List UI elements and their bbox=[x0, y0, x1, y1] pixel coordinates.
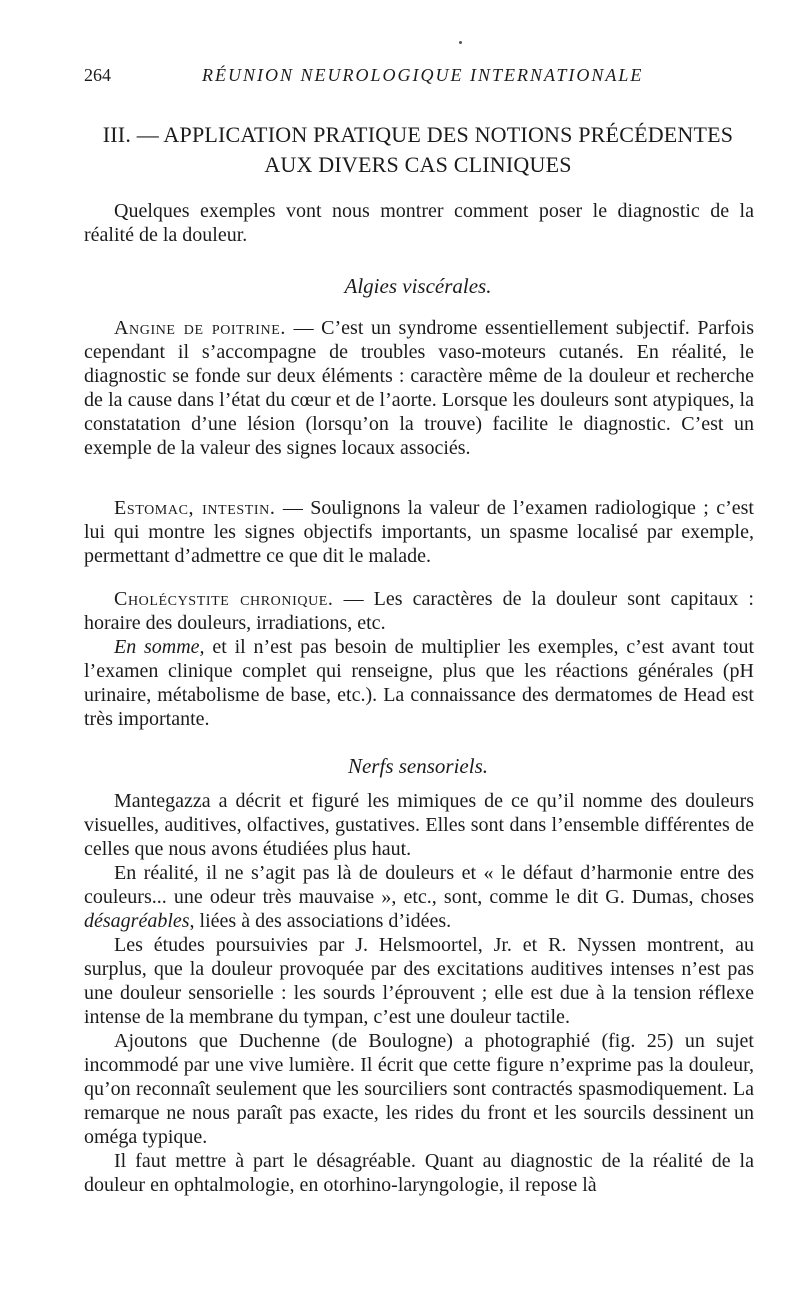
nerfs-block bbox=[84, 789, 754, 1197]
subheading-algies-viscerales: Algies viscérales. bbox=[344, 274, 492, 298]
angine-label: Angine de poitrine. bbox=[114, 317, 286, 339]
cholecystite-text: — Les caractères de la douleur sont capitaux : horaire des douleurs, irradiations, etc. bbox=[84, 588, 754, 634]
nerfs-paragraph-5: Il faut mettre à part le désagréable. Quant au diagnostic de la réalité de la douleur en ophtalmologie, en otorhino-laryngologie, il repose là bbox=[84, 1150, 754, 1196]
nerfs-paragraph-2-italic: désagréables bbox=[84, 910, 190, 932]
nerfs-paragraph-2 bbox=[84, 861, 754, 933]
en-somme-text: et il n’est pas besoin de multiplier les exemples, c’est avant tout l’examen clinique complet qui renseigne, plus que les réactions générales (pH urinaire, métabolisme de base, etc.). La connaissance des dermatomes de Head est très importante. bbox=[84, 636, 755, 730]
section-heading-line-1: III. — APPLICATION PRATIQUE DES NOTIONS PRÉCÉDENTES bbox=[102, 122, 734, 147]
section-heading-line-2: AUX DIVERS CAS CLINIQUES bbox=[264, 152, 572, 177]
page-header bbox=[84, 62, 752, 88]
angine-paragraph bbox=[84, 316, 754, 460]
estomac-label: Estomac, intestin. bbox=[114, 497, 276, 519]
angine-block bbox=[84, 316, 754, 460]
estomac-paragraph bbox=[84, 496, 754, 568]
en-somme-paragraph bbox=[84, 635, 754, 731]
subheading-nerfs-sensoriels: Nerfs sensoriels. bbox=[347, 754, 488, 778]
printing-dot bbox=[459, 41, 462, 44]
cholecystite-label: Cholécystite chronique. bbox=[114, 588, 334, 610]
intro-block bbox=[84, 199, 754, 247]
page-number: 264 bbox=[84, 65, 111, 85]
nerfs-paragraph-2-after: , liées à des associations d’idées. bbox=[189, 910, 452, 932]
nerfs-paragraph-2-before: En réalité, il ne s’agit pas là de douleurs et « le défaut d’harmonie entre des couleurs... une odeur très mauvaise », etc., sont, comme le dit G. Dumas, choses bbox=[84, 862, 754, 908]
nerfs-paragraph-4: Ajoutons que Duchenne (de Boulogne) a photographié (fig. 25) un sujet incommodé par une vive lumière. Il écrit que cette figure n’exprime pas la douleur, qu’on reconnaît seulement que les sourciliers sont contractés spasmodiquement. La remarque ne nous paraît pas exacte, les rides du front et les sourcils dessinent un oméga typique. bbox=[84, 1030, 754, 1148]
estomac-text: — Soulignons la valeur de l’examen radiologique ; c’est lui qui montre les signes objectifs importants, un spasme localisé par exemple, permettant d’admettre ce que dit le malade. bbox=[84, 497, 754, 567]
running-title: RÉUNION NEUROLOGIQUE INTERNATIONALE bbox=[202, 65, 644, 85]
nerfs-paragraph-3: Les études poursuivies par J. Helsmoortel, Jr. et R. Nyssen montrent, au surplus, que la douleur provoquée par des excitations auditives intenses n’est pas une douleur sensorielle : les sourds l’éprouvent ; elle est due à la tension réflexe intense de la membrane du tympan, c’est une douleur tactile. bbox=[84, 934, 754, 1028]
section-heading bbox=[84, 120, 752, 180]
nerfs-paragraph-1: Mantegazza a décrit et figuré les mimiques de ce qu’il nomme des douleurs visuelles, auditives, olfactives, gustatives. Elles sont dans l’ensemble différentes de celles que nous avons étudiées plus haut. bbox=[84, 790, 754, 860]
angine-text: — C’est un syndrome essentiellement subjectif. Parfois cependant il s’accompagne de troubles vaso-moteurs cutanés. En réalité, le diagnostic se fonde sur deux éléments : caractère même de la douleur et recherche de la cause dans l’état du cœur et de l’aorte. Lorsque les douleurs sont atypiques, la constatation d’une lésion (lorsqu’on la trouve) facilite le diagnostic. C’est un exemple de la valeur des signes locaux associés. bbox=[84, 317, 754, 459]
intro-paragraph: Quelques exemples vont nous montrer comment poser le diagnostic de la réalité de la douleur. bbox=[84, 200, 754, 246]
cholecystite-block bbox=[84, 587, 754, 731]
cholecystite-paragraph bbox=[84, 587, 754, 635]
estomac-block bbox=[84, 496, 754, 568]
en-somme-lead: En somme, bbox=[114, 636, 205, 658]
